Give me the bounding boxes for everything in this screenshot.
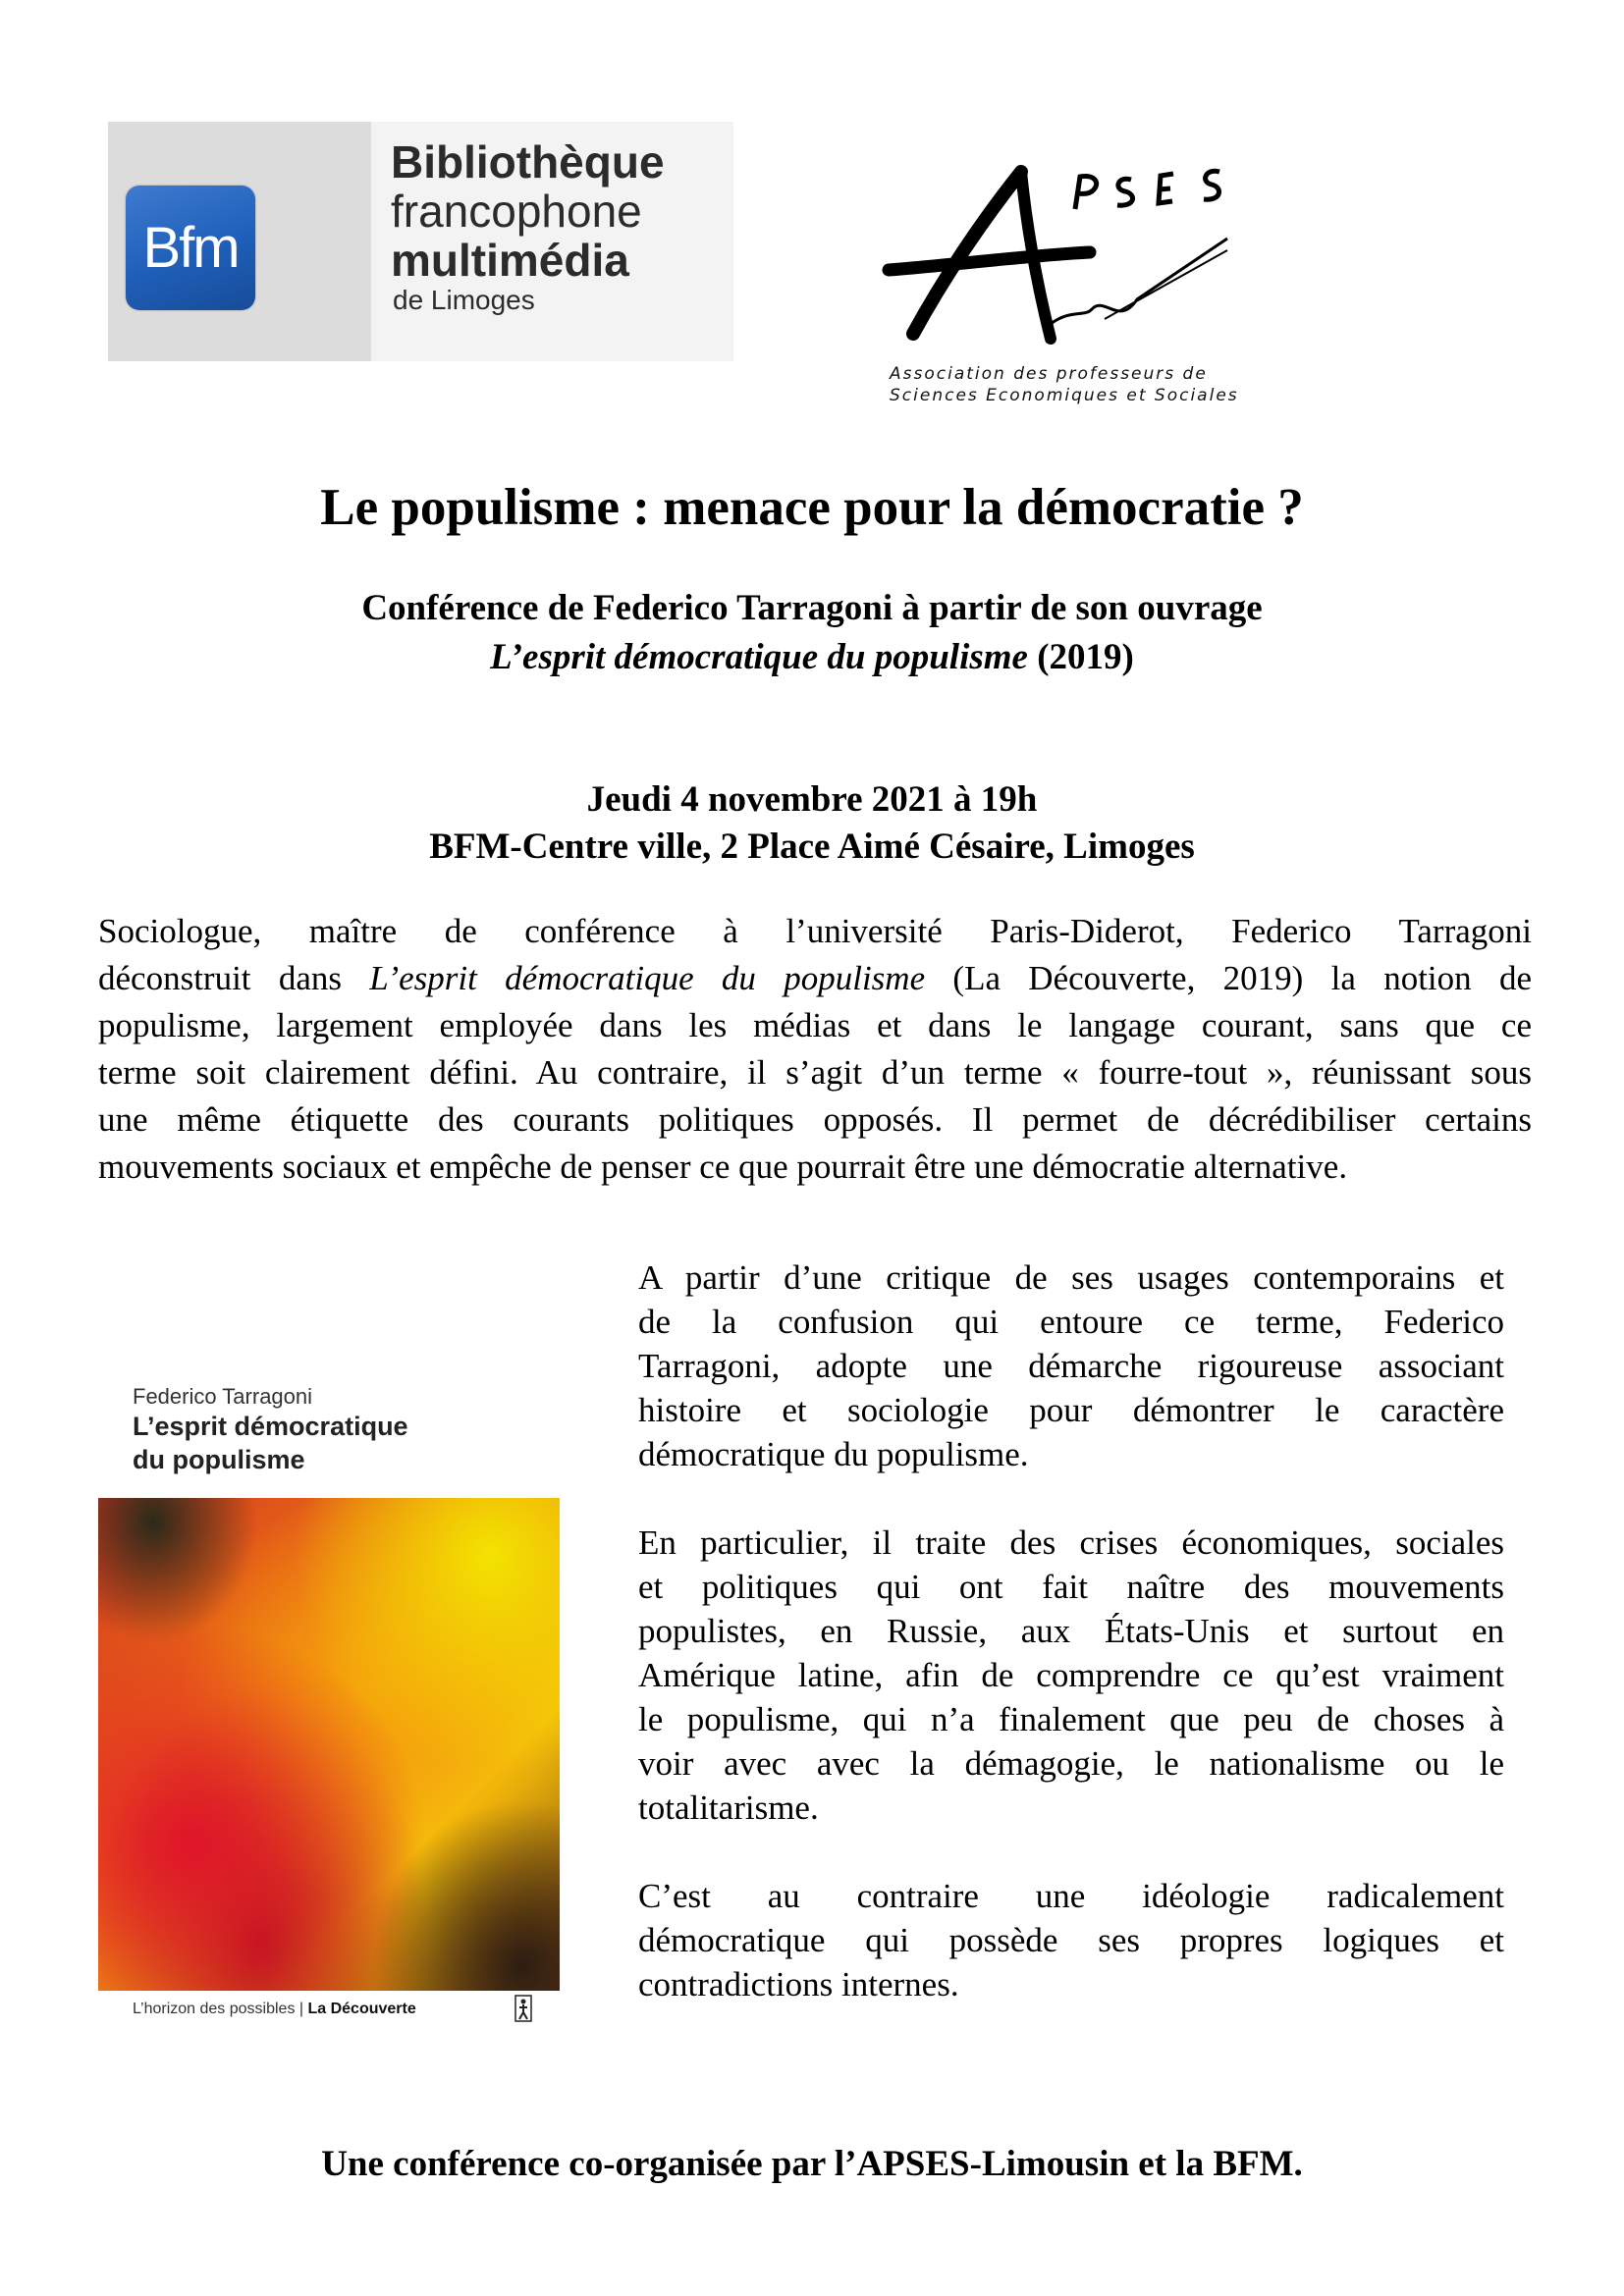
- bfm-logo-wordmark: [371, 122, 733, 361]
- footer-credit: Une conférence co-organisée par l’APSES-Limousin et la BFM.: [321, 2144, 1303, 2184]
- column-line: et politiques qui ont fait naître des mouvements: [638, 1568, 1504, 1606]
- subtitle-line-2: [0, 636, 1624, 678]
- subtitle-line-1: Conférence de Federico Tarragoni à partir de son ouvrage: [361, 588, 1263, 628]
- intro-text: déconstruit dans: [98, 959, 370, 997]
- bfm-logo-line-2: francophone: [391, 186, 642, 237]
- bfm-logo-line-4: de Limoges: [393, 285, 535, 315]
- book-cover-title-line-1: L’esprit démocratique: [133, 1412, 408, 1441]
- event-place: BFM-Centre ville, 2 Place Aimé Césaire, Limoges: [429, 827, 1195, 867]
- column-line: démocratique du populisme.: [638, 1435, 1029, 1473]
- intro-line: une même étiquette des courants politiques opposés. Il permet de décrédibiliser certains: [98, 1100, 1532, 1139]
- intro-line: mouvements sociaux et empêche de penser ce que pourrait être une démocratie alternative.: [98, 1148, 1348, 1186]
- intro-line: terme soit clairement défini. Au contraire, il s’agit d’un terme « fourre-tout », réunissant sous: [98, 1053, 1532, 1092]
- intro-line: populisme, largement employée dans les médias et dans le langage courant, sans que ce: [98, 1006, 1532, 1044]
- column-line: de la confusion qui entoure ce terme, Federico: [638, 1303, 1504, 1341]
- apses-logo: [874, 162, 1384, 412]
- column-line: totalitarisme.: [638, 1789, 819, 1827]
- book-cover-publisher: La Découverte: [307, 2001, 416, 2017]
- intro-book-title: L’esprit démocratique du populisme: [369, 959, 926, 997]
- page-title: Le populisme : menace pour la démocratie ?: [320, 479, 1304, 536]
- column-line: A partir d’une critique de ses usages contemporains et: [638, 1258, 1504, 1297]
- column-line: Amérique latine, afin de comprendre ce qu’est vraiment: [638, 1656, 1504, 1694]
- publisher-logo-icon: [514, 1995, 532, 2022]
- bfm-logo-left-panel: [108, 122, 371, 361]
- bfm-logo-line-1: Bibliothèque: [391, 136, 665, 187]
- book-cover-author: Federico Tarragoni: [133, 1384, 313, 1409]
- bfm-logo-initials: Bfm: [142, 216, 239, 280]
- column-line: voir avec avec la démagogie, le nationalisme ou le: [638, 1744, 1504, 1783]
- column-line: C’est au contraire une idéologie radicalement: [638, 1877, 1504, 1915]
- column-line: En particulier, il traite des crises économiques, sociales: [638, 1523, 1504, 1562]
- apses-logo-subtitle-1: Association des professeurs de: [890, 364, 1208, 384]
- bfm-logo: [108, 122, 733, 361]
- apses-logo-subtitle-2: Sciences Economiques et Sociales: [890, 386, 1239, 405]
- column-line: contradictions internes.: [638, 1965, 959, 2003]
- column-line: démocratique qui possède ses propres logiques et: [638, 1921, 1504, 1959]
- book-cover: [98, 1370, 560, 2038]
- column-line: populistes, en Russie, aux États-Unis et surtout en: [638, 1612, 1504, 1650]
- column-line: le populisme, qui n’a finalement que peu de choses à: [638, 1700, 1504, 1738]
- book-cover-title-line-2: du populisme: [133, 1445, 305, 1474]
- intro-line: [98, 955, 1532, 1002]
- book-cover-collection: L’horizon des possibles |: [133, 2001, 308, 2017]
- apses-logo-mark: [874, 162, 1384, 358]
- intro-text: (La Découverte, 2019) la notion de: [925, 959, 1532, 997]
- book-cover-artwork: [98, 1498, 560, 1991]
- book-cover-footer: [133, 2001, 416, 2018]
- column-line: Tarragoni, adopte une démarche rigoureuse associant: [638, 1347, 1504, 1385]
- bfm-logo-line-3: multimédia: [391, 235, 629, 286]
- bfm-logo-badge: [126, 186, 255, 310]
- event-date: Jeudi 4 novembre 2021 à 19h: [586, 779, 1038, 820]
- column-line: histoire et sociologie pour démontrer le caractère: [638, 1391, 1504, 1429]
- intro-line: Sociologue, maître de conférence à l’université Paris-Diderot, Federico Tarragoni: [98, 912, 1532, 950]
- subtitle-book-title: L’esprit démocratique du populisme: [490, 637, 1028, 677]
- subtitle-year: (2019): [1027, 637, 1134, 677]
